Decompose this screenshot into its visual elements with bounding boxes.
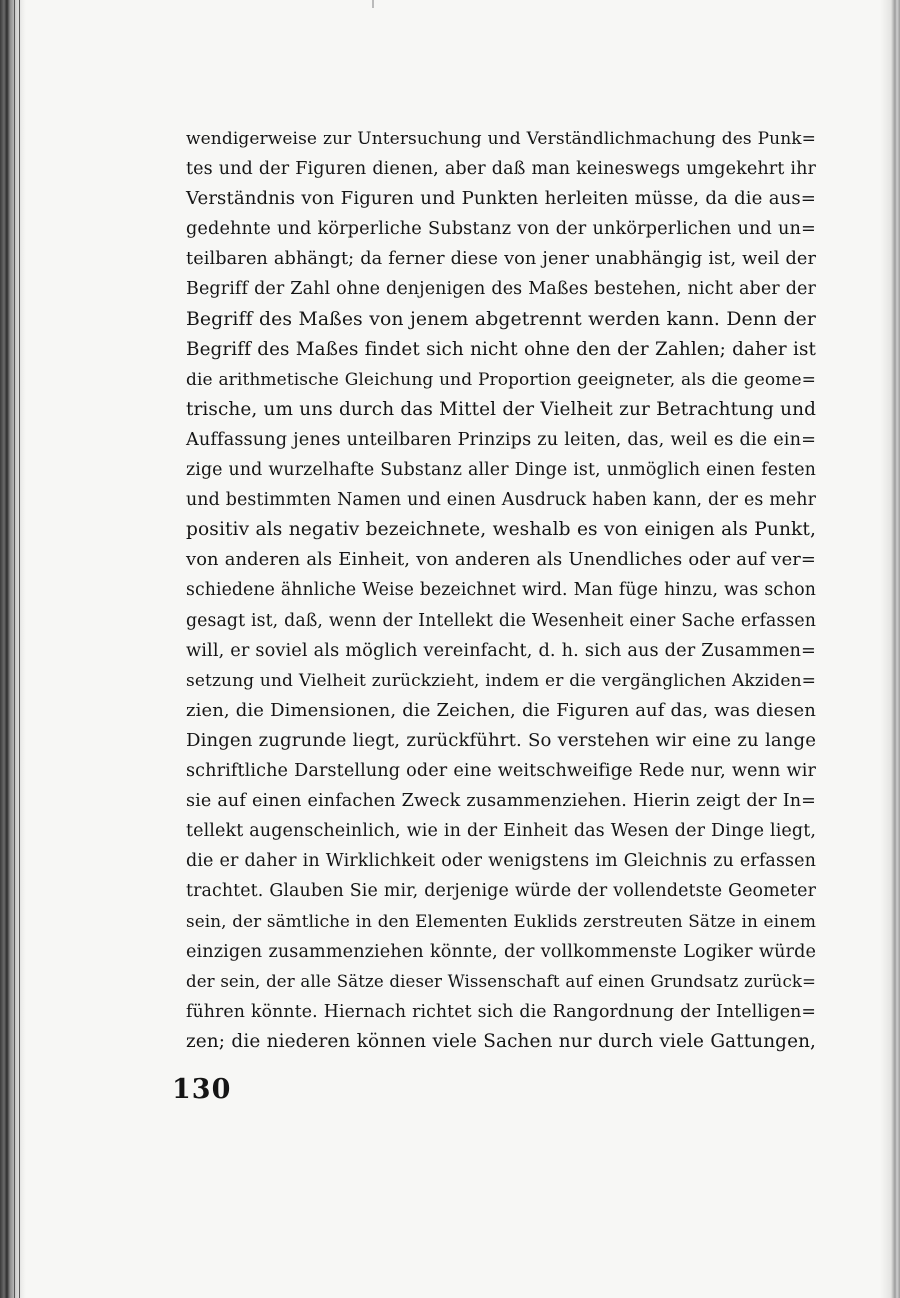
text-line: Verständnis von Figuren und Punkten herleiten müsse, da die aus= <box>186 188 816 210</box>
text-line: wendigerweise zur Untersuchung und Verständlichmachung des Punk= <box>186 129 816 149</box>
text-line: und bestimmten Namen und einen Ausdruck haben kann, der es mehr <box>186 490 816 511</box>
text-line: einzigen zusammenziehen könnte, der vollkommenste Logiker würde <box>186 941 816 962</box>
page-number: 130 <box>172 1074 232 1105</box>
text-line: schriftliche Darstellung oder eine weitschweifige Rede nur, wenn wir <box>186 760 816 781</box>
text-line: schiedene ähnliche Weise bezeichnet wird. Man füge hinzu, was schon <box>186 580 816 601</box>
text-line: setzung und Vielheit zurückzieht, indem er die vergänglichen Akziden= <box>186 670 816 691</box>
text-line: Begriff der Zahl ohne denjenigen des Maßes bestehen, nicht aber der <box>186 279 816 300</box>
text-line: die arithmetische Gleichung und Proportion geeigneter, als die geome= <box>186 369 816 390</box>
text-line: gedehnte und körperliche Substanz von der unkörperlichen und un= <box>186 219 816 240</box>
text-line: teilbaren abhängt; da ferner diese von jener unabhängig ist, weil der <box>186 249 816 270</box>
text-line: sie auf einen einfachen Zweck zusammenziehen. Hierin zeigt der In= <box>186 791 816 812</box>
text-line: Auffassung jenes unteilbaren Prinzips zu leiten, das, weil es die ein= <box>186 429 816 450</box>
text-line: die er daher in Wirklichkeit oder wenigstens im Gleichnis zu erfassen <box>186 851 816 872</box>
text-line: von anderen als Einheit, von anderen als Unendliches oder auf ver= <box>186 549 816 571</box>
text-line: trische, um uns durch das Mittel der Vielheit zur Betrachtung und <box>186 398 816 420</box>
text-line: Dingen zugrunde liegt, zurückführt. So verstehen wir eine zu lange <box>186 729 816 751</box>
binding-crease-line <box>14 0 15 1298</box>
text-line: trachtet. Glauben Sie mir, derjenige würde der vollendetste Geometer <box>186 881 816 902</box>
text-line: der sein, der alle Sätze dieser Wissenschaft auf einen Grundsatz zurück= <box>186 971 816 991</box>
text-line: tellekt augenscheinlich, wie in der Einheit das Wesen der Dinge liegt, <box>186 821 816 842</box>
text-line: Begriff des Maßes von jenem abgetrennt werden kann. Denn der <box>186 308 816 330</box>
text-line: zien, die Dimensionen, die Zeichen, die Figuren auf das, was diesen <box>186 699 816 721</box>
body-text <box>186 124 816 1057</box>
text-line: zen; die niederen können viele Sachen nur durch viele Gattungen, <box>186 1030 816 1052</box>
text-line: positiv als negativ bezeichnete, weshalb es von einigen als Punkt, <box>186 519 816 541</box>
text-line: Begriff des Maßes findet sich nicht ohne den der Zahlen; daher ist <box>186 338 816 360</box>
page-right-edge <box>880 0 900 1298</box>
book-binding-edge <box>0 0 26 1298</box>
binding-crease-line <box>19 0 20 1298</box>
text-line: führen könnte. Hiernach richtet sich die Rangordnung der Intelligen= <box>186 1001 816 1022</box>
text-line: zige und wurzelhafte Substanz aller Dinge ist, unmöglich einen festen <box>186 460 816 481</box>
text-line: gesagt ist, daß, wenn der Intellekt die Wesenheit einer Sache erfassen <box>186 610 816 631</box>
text-line: will, er soviel als möglich vereinfacht, d. h. sich aus der Zusammen= <box>186 640 816 661</box>
scan-mark <box>372 0 374 8</box>
text-line: sein, der sämtliche in den Elementen Euklids zerstreuten Sätze in einem <box>186 911 816 932</box>
text-line: tes und der Figuren dienen, aber daß man keineswegs umgekehrt ihr <box>186 159 816 180</box>
